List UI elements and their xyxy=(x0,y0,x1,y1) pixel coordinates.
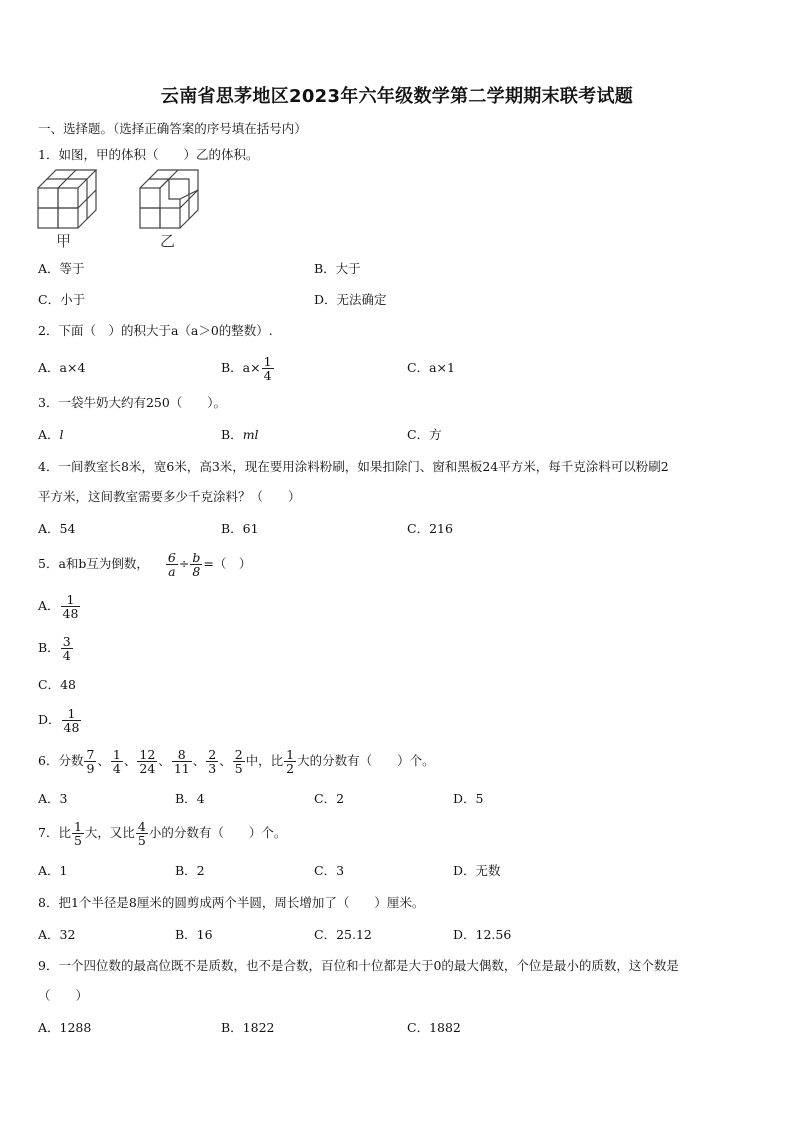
figure-label-yi: 乙 xyxy=(160,232,176,250)
figure-label-jia: 甲 xyxy=(56,232,72,250)
option-b: B．1822 xyxy=(221,1020,275,1035)
cube-figure-jia xyxy=(38,170,96,228)
option-a: A．1288 xyxy=(38,1020,92,1035)
fraction-denominator: 48 xyxy=(63,720,80,735)
option-a: A．1 xyxy=(38,863,68,878)
fraction-numerator: 1 xyxy=(73,819,82,834)
option-c: C．3 xyxy=(314,863,345,878)
question-1-text: 1．如图，甲的体积（ ）乙的体积。 xyxy=(38,147,259,162)
option-c: C．a×1 xyxy=(407,360,455,375)
question-7-tail: 小的分数有（ ）个。 xyxy=(148,825,287,840)
fraction xyxy=(84,748,96,775)
option-b xyxy=(221,426,259,444)
question-5-tail: =（ ） xyxy=(203,556,252,571)
option-a: A．a×4 xyxy=(38,360,86,375)
question-8-text: 8．把1个半径是8厘米的圆剪成两个半圆，周长增加了（ ）厘米。 xyxy=(38,895,425,910)
fraction-numerator: 2 xyxy=(208,747,217,762)
section-heading: 一、选择题。（选择正确答案的序号填在括号内） xyxy=(38,121,307,136)
fraction xyxy=(262,355,274,382)
question-2-text: 2．下面（ ）的积大于a（a＞0的整数）. xyxy=(38,323,273,338)
question-7-prefix: 7．比 xyxy=(38,825,71,840)
fraction xyxy=(136,820,148,847)
cube-figure-yi xyxy=(140,170,198,228)
fraction-denominator: 5 xyxy=(137,833,146,848)
option-d: D．12.56 xyxy=(453,927,512,942)
divide-sign: ÷ xyxy=(178,556,190,571)
fraction-numerator: 1 xyxy=(62,707,82,721)
option-a-prefix: A． xyxy=(38,427,60,442)
option-b xyxy=(221,352,275,384)
separator: 、 xyxy=(219,753,232,768)
question-7-text xyxy=(38,817,286,849)
fraction-denominator: 5 xyxy=(234,761,243,776)
separator: 、 xyxy=(123,753,137,768)
fraction-numerator: 1 xyxy=(286,747,295,762)
fraction-denominator: 9 xyxy=(86,761,95,776)
separator: 、 xyxy=(192,753,206,768)
fraction xyxy=(111,748,123,775)
fraction xyxy=(233,748,245,775)
fraction-numerator: 1 xyxy=(112,747,121,762)
option-b: B．61 xyxy=(221,521,259,536)
fraction-denominator: a xyxy=(168,564,176,579)
fraction xyxy=(72,820,84,847)
option-b: B．4 xyxy=(175,791,205,806)
option-c: C．1882 xyxy=(407,1020,461,1035)
question-9-line-1: 9．一个四位数的最高位既不是质数，也不是合数，百位和十位都是大于0的最大偶数，个位是最小的质数，这个数是 xyxy=(38,958,679,973)
question-3-text: 3．一袋牛奶大约有250（ ）。 xyxy=(38,395,227,410)
question-4-line-1: 4．一间教室长8米，宽6米，高3米，现在要用涂料粉刷，如果扣除门、窗和黑板24平方米，每千克涂料可以粉刷2 xyxy=(38,459,669,474)
unit-ml: ml xyxy=(242,427,259,442)
fraction-numerator: 2 xyxy=(234,747,243,762)
question-6-mid: 中，比 xyxy=(245,753,284,768)
question-6-prefix: 6．分数 xyxy=(38,753,84,768)
option-a xyxy=(38,426,64,444)
option-d: D．无数 xyxy=(453,863,501,878)
fraction-denominator: 11 xyxy=(173,761,190,776)
page-title: 云南省思茅地区2023年六年级数学第二学期期末联考试题 xyxy=(160,86,634,107)
fraction xyxy=(172,748,192,775)
fraction-numerator: 3 xyxy=(62,634,71,649)
option-c: C．48 xyxy=(38,677,76,692)
fraction-numerator: 6 xyxy=(167,550,176,565)
option-b-prefix: B．a× xyxy=(221,360,261,375)
fraction-denominator: 5 xyxy=(73,833,82,848)
question-7-mid: 大，又比 xyxy=(84,825,135,840)
option-d-prefix: D． xyxy=(38,712,61,727)
option-a: A．3 xyxy=(38,791,68,806)
fraction-denominator: 4 xyxy=(263,368,272,383)
fraction-numerator: 8 xyxy=(172,748,192,762)
question-4-line-2: 平方米，这间教室需要多少千克涂料？（ ） xyxy=(38,489,301,504)
option-b-prefix: B． xyxy=(221,427,243,442)
fraction xyxy=(284,748,296,775)
fraction-denominator: 8 xyxy=(192,564,201,579)
question-5-text xyxy=(38,548,251,580)
fraction xyxy=(206,748,218,775)
fraction-denominator: 3 xyxy=(208,761,217,776)
option-b: B．2 xyxy=(175,863,205,878)
fraction xyxy=(166,551,178,578)
option-c: C．25.12 xyxy=(314,927,372,942)
option-b: B．大于 xyxy=(314,261,361,276)
fraction xyxy=(61,635,73,662)
option-c: C．小于 xyxy=(38,292,86,307)
question-6-text xyxy=(38,745,435,777)
question-6-tail: 大的分数有（ ）个。 xyxy=(297,753,435,768)
option-c: C．216 xyxy=(407,521,453,536)
fraction xyxy=(137,748,157,775)
option-d: D．无法确定 xyxy=(314,292,387,307)
fraction-numerator: 1 xyxy=(263,354,272,369)
option-a xyxy=(38,590,81,622)
option-d xyxy=(38,704,82,736)
fraction-numerator: b xyxy=(192,550,201,565)
fraction-numerator: 7 xyxy=(86,747,95,762)
option-b: B．16 xyxy=(175,927,213,942)
fraction xyxy=(61,593,81,620)
question-5-prefix: 5．a和b互为倒数， xyxy=(38,556,149,571)
fraction-denominator: 24 xyxy=(139,761,156,776)
option-a: A．等于 xyxy=(38,261,85,276)
option-b-prefix: B． xyxy=(38,640,60,655)
option-c: C．方 xyxy=(407,427,442,442)
fraction-denominator: 2 xyxy=(286,761,295,776)
fraction xyxy=(190,551,202,578)
option-d: D．5 xyxy=(453,791,484,806)
fraction-denominator: 48 xyxy=(62,606,79,621)
option-a: A．32 xyxy=(38,927,76,942)
question-9-line-2: （ ） xyxy=(38,988,89,1003)
option-a-prefix: A． xyxy=(38,598,60,613)
unit-l: l xyxy=(59,427,64,442)
fraction-numerator: 12 xyxy=(139,747,156,762)
fraction xyxy=(62,707,82,734)
fraction-denominator: 4 xyxy=(112,761,121,776)
fraction-denominator: 4 xyxy=(62,648,71,663)
option-b xyxy=(38,632,74,664)
fraction-numerator: 1 xyxy=(61,593,81,607)
separator: 、 xyxy=(97,753,110,768)
option-c: C．2 xyxy=(314,791,345,806)
separator: 、 xyxy=(158,753,171,768)
fraction-numerator: 4 xyxy=(137,819,146,834)
option-a: A．54 xyxy=(38,521,76,536)
